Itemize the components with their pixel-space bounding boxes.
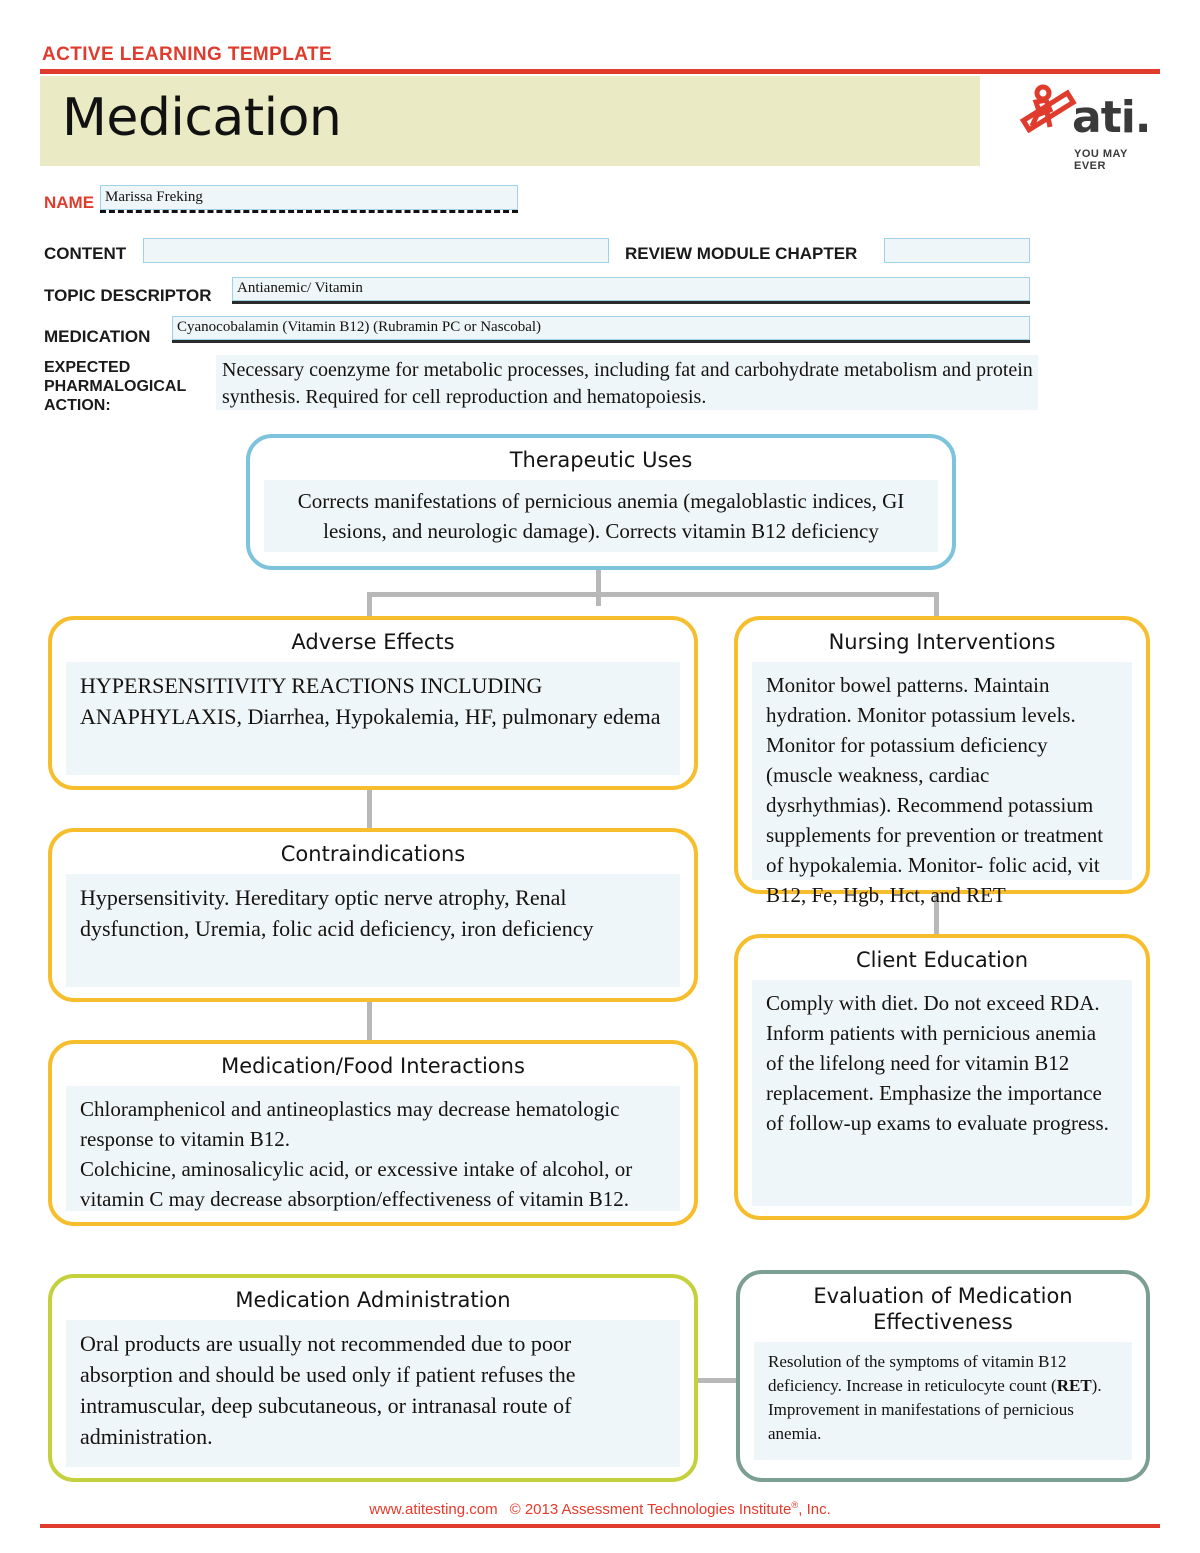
epa-label-line-1: EXPECTED [44, 359, 131, 376]
evaluation-title [740, 1274, 1146, 1342]
medication-food-interactions-body[interactable] [66, 1086, 680, 1211]
connector-contraindications-to-interactions [367, 998, 372, 1046]
nursing-interventions-body[interactable]: Monitor bowel patterns. Maintain hydration. Monitor potassium levels. Monitor for potassium deficiency (muscle weakness, cardiac dysrhythmias). Recommend potassium supplements for prevention or treatment of hypokalemia. Monitor- folic acid, vit B12, Fe, Hgb, Hct, and RET [752, 662, 1132, 880]
medication-underline [172, 340, 1030, 343]
epa-label-line-3: ACTION: [44, 397, 111, 414]
adverse-effects-body[interactable]: HYPERSENSITIVITY REACTIONS INCLUDING ANAPHYLAXIS, Diarrhea, Hypokalemia, HF, pulmonary edema [66, 662, 680, 775]
name-underline [100, 210, 518, 213]
footer-bottom-rule [40, 1524, 1160, 1528]
epa-label-line-2: PHARMALOGICAL [44, 378, 187, 395]
client-education-body[interactable]: Comply with diet. Do not exceed RDA. Inform patients with pernicious anemia of the lifelong need for vitamin B12 replacement. Emphasize the importance of follow-up exams to evaluate progress. [752, 980, 1132, 1206]
evaluation-body[interactable] [754, 1342, 1132, 1460]
evaluation-body-pre: Resolution of the symptoms of vitamin B12 deficiency. Increase in reticulocyte count ( [768, 1352, 1067, 1395]
node-nursing-interventions [734, 616, 1150, 907]
node-medication-administration [48, 1274, 698, 1482]
node-therapeutic-uses [246, 434, 956, 570]
contraindications-title: Contraindications [280, 842, 466, 866]
medication-value: Cyanocobalamin (Vitamin B12) (Rubramin PC or Nascobal) [177, 319, 542, 335]
ati-logo [1012, 78, 1162, 170]
ati-figure-icon [1016, 80, 1078, 140]
client-education-title: Client Education [855, 948, 1029, 972]
evaluation-body-ret: RET [1056, 1376, 1092, 1395]
expected-pharmalogical-action-value: Necessary coenzyme for metabolic processes, including fat and carbohydrate metabolism and protein synthesis. Required for cell reproduction and hematopoiesis. [222, 359, 1033, 408]
connector-therapeutic-stem [596, 566, 601, 606]
ati-tagline: YOU MAY EVER [1074, 148, 1128, 172]
footer-copyright-tail: , Inc. [798, 1501, 831, 1518]
medication-administration-title: Medication Administration [235, 1288, 511, 1312]
node-contraindications [48, 828, 698, 1002]
medication-administration-body[interactable]: Oral products are usually not recommended due to poor absorption and should be used only if patient refuses the intramuscular, deep subcutaneous, or intranasal route of administration. [66, 1320, 680, 1467]
registered-trademark-icon: ® [791, 1500, 799, 1510]
footer-copyright: © 2013 Assessment Technologies Institute [509, 1501, 792, 1518]
content-input[interactable] [143, 238, 609, 263]
evaluation-title-line-1: Evaluation of Medication [813, 1284, 1073, 1308]
footer [0, 1500, 1200, 1518]
template-kicker: ACTIVE LEARNING TEMPLATE [42, 44, 333, 65]
review-module-chapter-label: REVIEW MODULE CHAPTER [625, 244, 858, 263]
content-label: CONTENT [44, 244, 127, 263]
interactions-line-1: Chloramphenicol and antineoplastics may decrease hematologic response to vitamin B12. [80, 1097, 620, 1151]
therapeutic-uses-body[interactable]: Corrects manifestations of pernicious anemia (megaloblastic indices, GI lesions, and neurologic damage). Corrects vitamin B12 deficiency [264, 480, 938, 552]
connector-adverse-to-contraindications [367, 786, 372, 834]
topic-descriptor-value: Antianemic/ Vitamin [237, 280, 363, 296]
review-module-chapter-input[interactable] [884, 238, 1030, 263]
page-title: Medication [62, 88, 342, 148]
topic-descriptor-underline [232, 301, 1030, 304]
topic-descriptor-label: TOPIC DESCRIPTOR [44, 286, 212, 305]
therapeutic-uses-title: Therapeutic Uses [509, 448, 693, 472]
connector-branch-bar [367, 592, 939, 597]
expected-pharmalogical-action-label [44, 358, 186, 415]
contraindications-body[interactable]: Hypersensitivity. Hereditary optic nerve atrophy, Renal dysfunction, Uremia, folic acid deficiency, iron deficiency [66, 874, 680, 987]
node-client-education [734, 934, 1150, 1220]
medication-food-interactions-title: Medication/Food Interactions [221, 1054, 525, 1078]
header-top-rule [40, 69, 1160, 74]
node-medication-food-interactions [48, 1040, 698, 1226]
adverse-effects-title: Adverse Effects [291, 630, 455, 654]
nursing-interventions-title: Nursing Interventions [828, 630, 1056, 654]
evaluation-body-post: ). Improvement in manifestations of pernicious anemia. [768, 1376, 1102, 1443]
interactions-line-2: Colchicine, aminosalicylic acid, or excessive intake of alcohol, or vitamin C may decrease absorption/effectiveness of vitamin B12. [80, 1157, 633, 1211]
name-label: NAME [44, 193, 95, 212]
medication-label: MEDICATION [44, 327, 151, 346]
node-evaluation-of-medication-effectiveness [736, 1270, 1150, 1482]
footer-website[interactable]: www.atitesting.com [369, 1501, 498, 1518]
node-adverse-effects [48, 616, 698, 790]
name-value: Marissa Freking [105, 189, 203, 205]
ati-wordmark: ati. [1072, 92, 1151, 143]
evaluation-title-line-2: Effectiveness [873, 1310, 1013, 1334]
